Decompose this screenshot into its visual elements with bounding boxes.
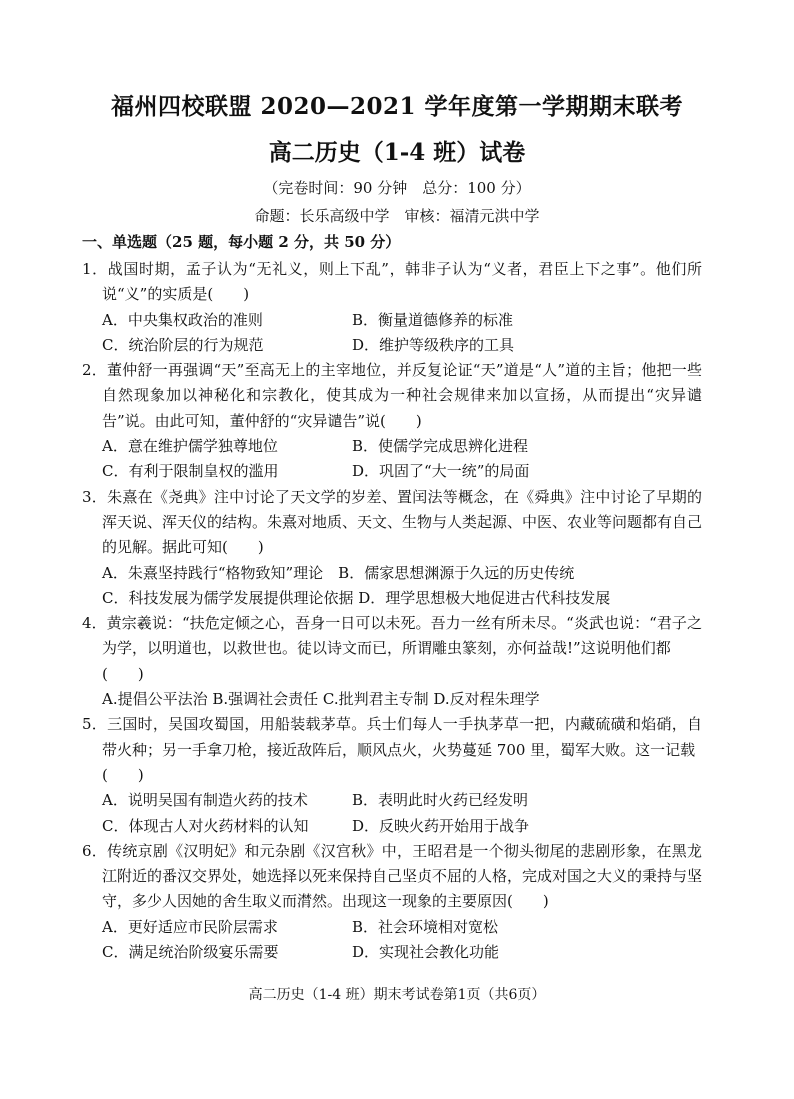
question-1 xyxy=(82,257,702,358)
question-stem: 4．黄宗羲说：“扶危定倾之心，吾身一日可以未死。吾力一丝有所未尽。“炎武也说：“君子之为学，以明道也，以救世也。徒以诗文而已，所谓雕虫篆刻，亦何益哉!”这说明他们都 xyxy=(82,614,702,658)
option-b: B．表明此时火药已经发明 xyxy=(352,791,529,810)
option-c: C．统治阶层的行为规范 xyxy=(102,335,264,354)
options-grid xyxy=(82,434,702,485)
option-line-ab: A．朱熹坚持践行“格物致知”理论 B．儒家思想渊源于久远的历史传统 xyxy=(102,563,575,582)
question-stem: 1．战国时期，孟子认为“无礼义，则上下乱”，韩非子认为“义者，君臣上下之事”。他们所说“义”的实质是( ) xyxy=(82,260,702,304)
exam-subtitle: 高二历史（1-4 班）试卷 xyxy=(268,139,526,166)
option-d: D．巩固了“大一统”的局面 xyxy=(352,462,530,481)
options-grid xyxy=(82,308,702,359)
question-list xyxy=(82,257,702,965)
question-4 xyxy=(82,611,702,712)
exam-title: 福州四校联盟 2020—2021 学年度第一学期期末联考 xyxy=(110,93,684,120)
option-b: B．使儒学完成思辨化进程 xyxy=(352,437,529,456)
option-d: D．实现社会教化功能 xyxy=(352,943,500,962)
options-grid xyxy=(82,788,702,839)
exam-time-info: （完卷时间：90 分钟 总分：100 分） xyxy=(263,179,531,197)
option-d: D．维护等级秩序的工具 xyxy=(352,335,515,354)
question-6 xyxy=(82,839,702,965)
option-a: A．说明吴国有制造火药的技术 xyxy=(102,791,308,810)
question-3 xyxy=(82,485,702,611)
question-stem: 5．三国时，吴国攻蜀国，用船装载茅草。兵士们每人一手执茅草一把，内藏硫磺和焰硝，自带火种；另一手拿刀枪，接近敌阵后，顺风点火，火势蔓延 700 里，蜀军大败。这一记载 xyxy=(82,715,702,759)
option-c: C．体现古人对火药材料的认知 xyxy=(102,816,309,835)
answer-blank: ( ) xyxy=(102,765,144,784)
answer-blank: ( ) xyxy=(102,664,144,683)
option-a: A．意在维护儒学独尊地位 xyxy=(102,437,278,456)
question-5 xyxy=(82,712,702,838)
question-2 xyxy=(82,358,702,484)
question-stem: 6．传统京剧《汉明妃》和元杂剧《汉宫秋》中，王昭君是一个彻头彻尾的悲剧形象，在黑龙江附近的番汉交界处，她选择以死来保持自己坚贞不屈的人格，完成对国之大义的秉持与坚守，多少人因她的舍生取义而潸然。出现这一现象的主要原因( ) xyxy=(82,841,703,911)
option-a: A．中央集权政治的准则 xyxy=(102,310,263,329)
option-b: B．社会环境相对宽松 xyxy=(352,917,499,936)
option-b: B．衡量道德修养的标准 xyxy=(352,310,514,329)
question-stem: 2．董仲舒一再强调“天”至高无上的主宰地位，并反复论证“天”道是“人”道的主旨；他把一些自然现象加以神秘化和宗教化，使其成为一种社会规律来加以宣扬，从而提出“灾异谴告”说。由此可知，董仲舒的“灾异谴告”说( ) xyxy=(82,361,702,430)
section-title: 一、单选题（25 题，每小题 2 分，共 50 分） xyxy=(82,233,401,251)
option-line-cd: C．科技发展为儒学发展提供理论依据 D．理学思想极大地促进古代科技发展 xyxy=(102,588,611,607)
option-line: A.提倡公平法治 B.强调社会责任 C.批判君主专制 D.反对程朱理学 xyxy=(102,690,540,709)
page-footer: 高二历史（1-4 班）期末考试卷第1页（共6页） xyxy=(248,987,546,1003)
option-d: D．反映火药开始用于战争 xyxy=(352,816,530,835)
options-grid xyxy=(82,915,702,966)
option-c: C．有利于限制皇权的滥用 xyxy=(102,462,279,481)
exam-author-info: 命题：长乐高级中学 审核：福清元洪中学 xyxy=(254,207,540,225)
question-stem: 3．朱熹在《尧典》注中讨论了天文学的岁差、置闰法等概念，在《舜典》注中讨论了早期的浑天说、浑天仪的结构。朱熹对地质、天文、生物与人类起源、中医、农业等问题都有自己的见解。据此可知( ) xyxy=(82,487,703,557)
option-a: A．更好适应市民阶层需求 xyxy=(102,917,278,936)
option-c: C．满足统治阶级宴乐需要 xyxy=(102,943,279,962)
